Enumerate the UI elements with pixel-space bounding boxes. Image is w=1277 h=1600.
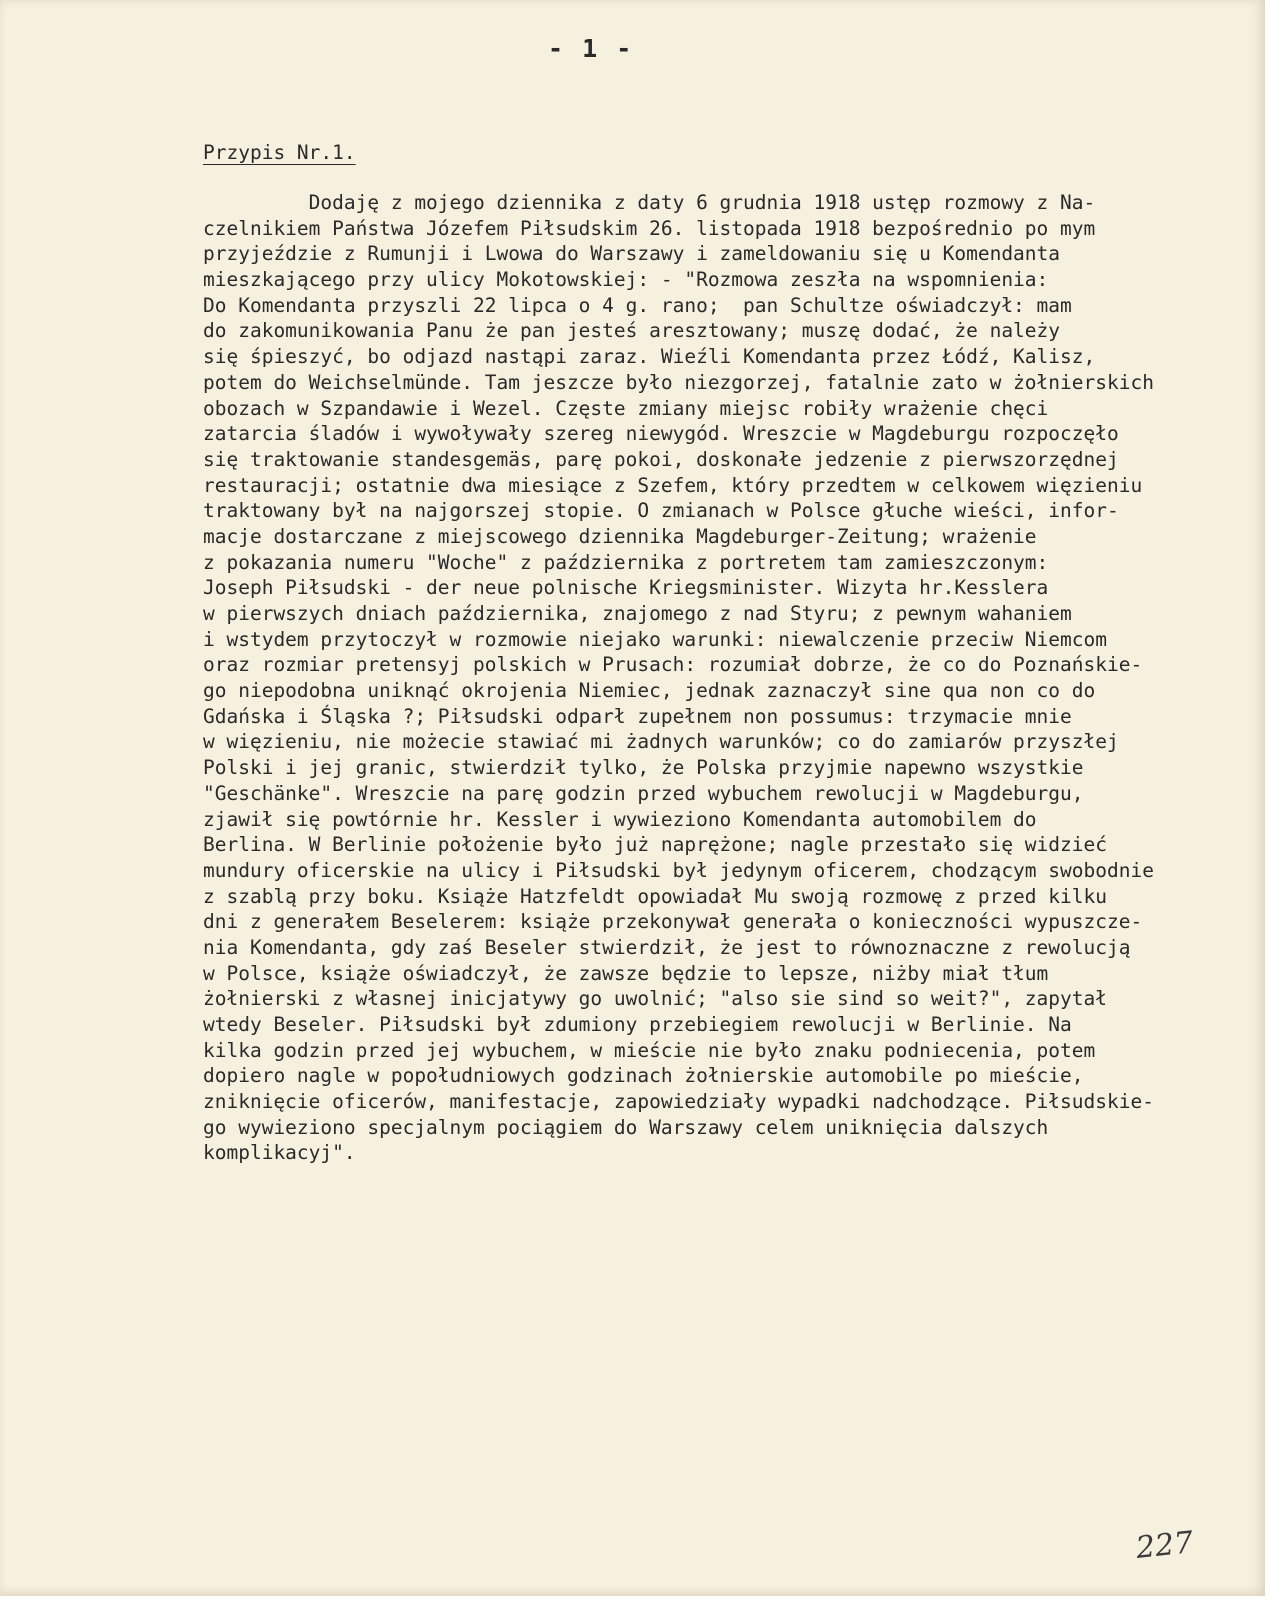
text-line: w Polsce, książe oświadczył, że zawsze będzie to lepsze, niżby miał tłum — [203, 961, 1049, 985]
text-line: przyjeździe z Rumunji i Lwowa do Warszawy i zameldowaniu się u Komendanta — [203, 242, 1061, 266]
handwritten-archive-number: 227 — [1134, 1525, 1195, 1566]
text-line: traktowany był na najgorszej stopie. O zmianach w Polsce głuche wieści, infor- — [203, 499, 1119, 523]
footnote-body — [203, 190, 1263, 1166]
text-line: Berlina. W Berlinie położenie było już naprężone; nagle przestało się widzieć — [203, 833, 1107, 857]
text-line: komplikacyj". — [203, 1141, 356, 1165]
text-line: mundury oficerskie na ulicy i Piłsudski był jedynym oficerem, chodzącym swobodnie — [203, 858, 1154, 882]
text-line: wtedy Beseler. Piłsudski był zdumiony przebiegiem rewolucji w Berlinie. Na — [203, 1013, 1072, 1036]
text-line: z szablą przy boku. Książe Hatzfeldt opowiadał Mu swoją rozmowę z przed kilku — [203, 884, 1107, 908]
text-line: go niepodobna uniknąć okrojenia Niemiec, jednak zaznaczył sine qua non co do — [203, 679, 1096, 703]
text-line: zatarcia śladów i wywoływały szereg niewygód. Wreszcie w Magdeburgu rozpoczęło — [203, 422, 1119, 446]
text-line: oraz rozmiar pretensyj polskich w Prusach: rozumiał dobrze, że co do Poznańskie- — [203, 653, 1143, 677]
text-line: w pierwszych dniach października, znajomego z nad Styru; z pewnym wahaniem — [203, 602, 1072, 625]
text-line: go wywieziono specjalnym pociągiem do Warszawy celem uniknięcia dalszych — [203, 1115, 1049, 1139]
text-line: zniknięcie oficerów, manifestacje, zapowiedziały wypadki nadchodzące. Piłsudskie- — [203, 1090, 1154, 1114]
text-line: z pokazania numeru "Woche" z października z portretem tam zamieszczonym: — [203, 550, 1049, 574]
text-line: obozach w Szpandawie i Wezel. Częste zmiany miejsc robiły wrażenie chęci — [203, 396, 1049, 420]
text-line: nia Komendanta, gdy zaś Beseler stwierdził, że jest to równoznaczne z rewolucją — [203, 935, 1131, 959]
text-line: Polski i jej granic, stwierdził tylko, że Polska przyjmie napewno wszystkie — [203, 756, 1084, 780]
text-line: się śpieszyć, bo odjazd nastąpi zaraz. Wieźli Komendanta przez Łódź, Kalisz, — [203, 345, 1096, 369]
text-line: "Geschänke". Wreszcie na parę godzin przed wybuchem rewolucji w Magdeburgu, — [203, 781, 1084, 805]
text-line: macje dostarczane z miejscowego dziennika Magdeburger-Zeitung; wrażenie — [203, 524, 1037, 548]
text-line: restauracji; ostatnie dwa miesiące z Szefem, który przedtem w celkowem więzieniu — [203, 473, 1143, 497]
text-line: w więzieniu, nie możecie stawiać mi żadnych warunków; co do zamiarów przyszłej — [203, 730, 1119, 754]
text-line: dni z generałem Beselerem: książe przekonywał generała o konieczności wypuszcze- — [203, 910, 1143, 934]
text-line: kilka godzin przed jej wybuchem, w mieście nie było znaku podniecenia, potem — [203, 1038, 1096, 1062]
text-line: żołnierski z własnej inicjatywy go uwolnić; "also sie sind so weit?", zapytał — [203, 987, 1107, 1011]
footnote-heading: Przypis Nr.1. — [203, 141, 356, 164]
text-line: dopiero nagle w popołudniowych godzinach żołnierskie automobile po mieście, — [203, 1064, 1084, 1088]
text-line: do zakomunikowania Panu że pan jesteś aresztowany; muszę dodać, że należy — [203, 319, 1061, 343]
text-line: Gdańska i Śląska ?; Piłsudski odparł zupełnem non possumus: trzymacie mnie — [203, 704, 1072, 728]
text-line: i wstydem przytoczył w rozmowie niejako warunki: niewalczenie przeciw Niemcom — [203, 627, 1107, 651]
text-line: się traktowanie standesgemäs, parę pokoi, doskonałe jedzenie z pierwszorzędnej — [203, 447, 1119, 471]
text-line: Do Komendanta przyszli 22 lipca o 4 g. rano; pan Schultze oświadczył: mam — [203, 293, 1072, 317]
page-number: - 1 - — [548, 34, 634, 63]
text-line: mieszkającego przy ulicy Mokotowskiej: - "Rozmowa zeszła na wspomnienia: — [203, 268, 1049, 292]
text-line: Joseph Piłsudski - der neue polnische Kriegsminister. Wizyta hr.Kesslera — [203, 576, 1049, 600]
text-line: zjawił się powtórnie hr. Kessler i wywieziono Komendanta automobilem do — [203, 807, 1037, 831]
text-line: potem do Weichselmünde. Tam jeszcze było niezgorzej, fatalnie zato w żołnierskich — [203, 370, 1154, 394]
text-line: Dodaję z mojego dziennika z daty 6 grudnia 1918 ustęp rozmowy z Na- — [203, 191, 1096, 214]
text-line: czelnikiem Państwa Józefem Piłsudskim 26. listopada 1918 bezpośrednio po mym — [203, 216, 1096, 240]
